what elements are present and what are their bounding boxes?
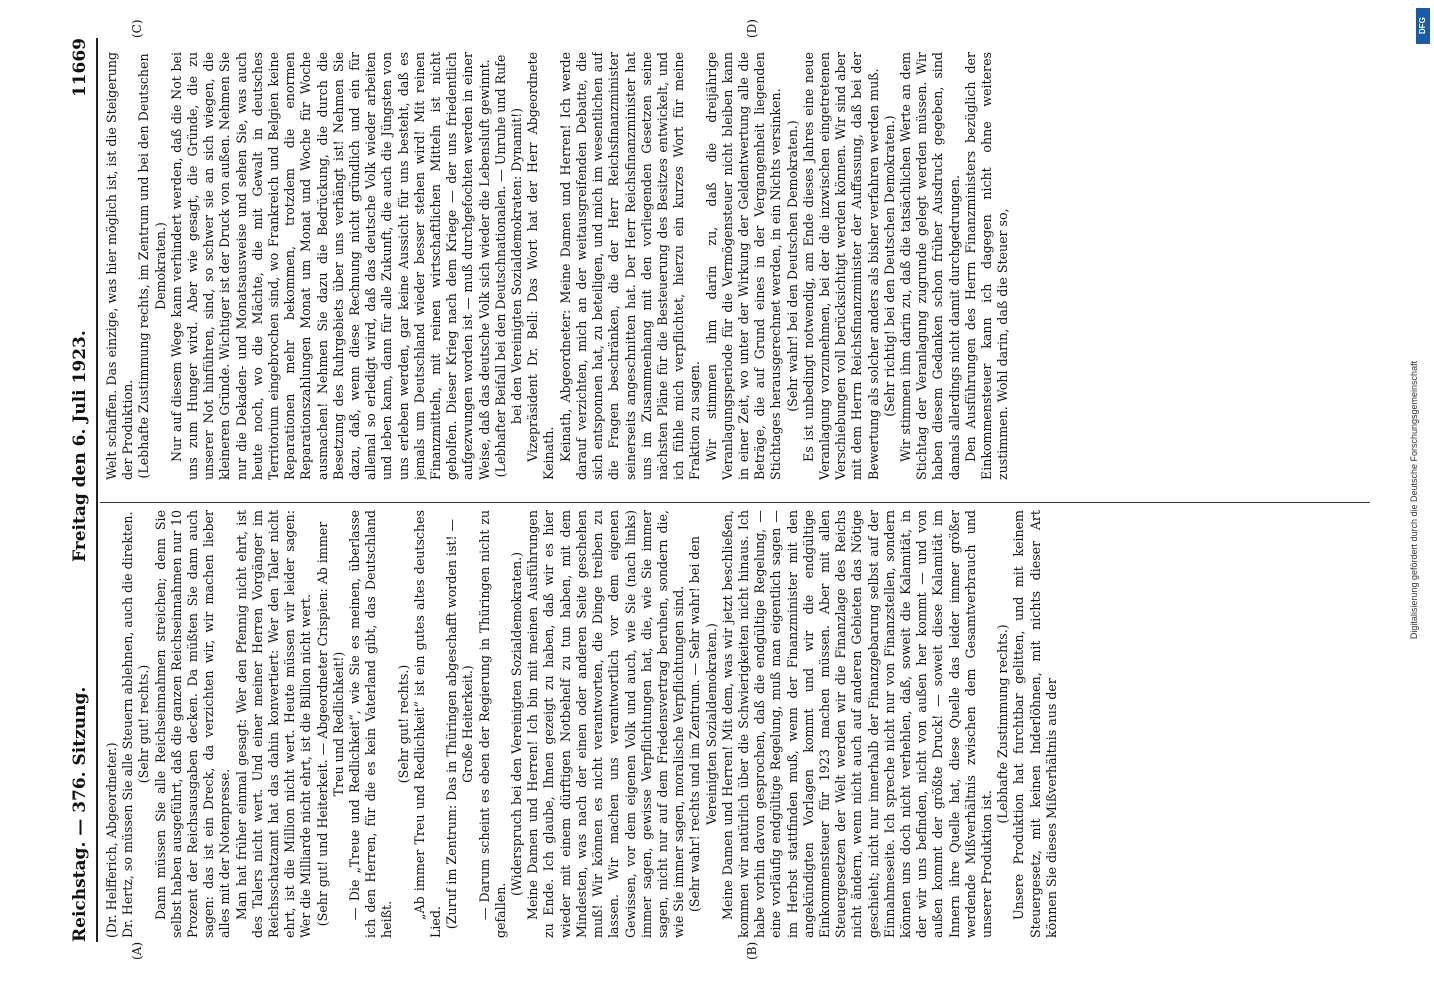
paragraph: Dann müssen Sie alle Reichseinnahmen streichen; denn Sie selbst haben ausgeführt, daß die ganzen Reichseinnahmen nur 10 Prozent der Reichsausgaben decken. Da müßten Sie dann auch sagen: das ist ein Dreck, da verzichten wir, wir machen lieber alles mit der Notenpresse. [152,510,233,938]
margin-label-a: (A) [130,941,144,960]
paragraph: Wir stimmen ihm darin zu, daß die tatsächlichen Werte an dem Stichtag der Veranlagung zugrunde gelegt werden müssen. Wir haben diesem Gedanken schon früher Ausdruck gegeben, sind damals allerdings nicht damit durchgedrungen. [897,52,962,480]
interjection-note: (Lebhafte Zustimmung rechts.) [995,624,1011,824]
paragraph: Man hat früher einmal gesagt: Wer den Pfennig nicht ehrt, ist des Talers nicht wert. Und einer meiner Herren Vorgänger im Reichsschatzamt hat das dahin konvertiert: Wer den Taler nicht ehrt, ist die Million nicht wert. Heute müssen wir leider sagen: Wer die Milliarde nicht ehrt, ist die Billion nicht wert. [233,510,314,938]
paragraph: „Ab immer Treu und Redlichkeit“ ist ein gutes altes deutsches Lied. [411,510,444,938]
left-text-column [104,510,1364,938]
margin-label-b: (B) [745,941,759,960]
paragraph: Vizepräsident Dr. Bell: Das Wort hat der Herr Abgeordnete Keinath. [525,52,557,480]
header-date: Freitag den 6. Juli 1923. [70,330,90,562]
digitization-credit: Digitalisierung gefördert durch die Deutsche Forschungsgemeinschaft [1409,360,1419,640]
paragraph: Den Ausführungen des Herrn Finanzministers bezüglich der Einkommensteuer kann ich dagegen nicht ohne weiteres zustimmen. Wohl darin, daß die Steuer so, [962,52,1011,480]
interjection-note: (Sehr wahr! rechts und im Zentrum. — Sehr wahr! bei den Vereinigten Sozialdemokraten.) [687,536,719,912]
right-text-column [104,52,1364,480]
paragraph: Dr. Hertz, so müssen Sie alle Steuern ablehnen, auch die direkten. [120,511,136,938]
paragraph: Nur auf diesem Wege kann verhindert werden, daß die Not bei uns zum Hunger wird. Aber wie gesagt, die Gründe, die zu unserer Not hinführen, sind, so schwer sie an sich wiegen, die kleineren Gründe. Wichtiger ist der Druck von außen. Nehmen Sie nur die Dekaden- und Monatsausweise und sehen Sie, was auch heute noch, wo die Mächte, die mit Gewalt in deutsches Territorium eingebrochen sind, wo Frankreich und Belgien keine Reparationen mehr bekommen, trotzdem die enormen Reparationszahlungen Monat um Monat und Woche für Woche ausmachen! Nehmen Sie dazu die Bedrückung, die durch die Besetzung des Ruhrgebiets über uns verhängt ist! Nehmen Sie dazu, daß, wenn diese Rechnung nicht gründlich und ein für allemal so erledigt wird, daß das deutsche Volk wieder arbeiten und leben kann, dann für alle Zukunft, die auch die Jüngsten von uns erleben werden, gar keine Aussicht für uns besteht, daß es jemals um Deutschland wieder besser stehen wird! Mit reinen Finanzmitteln, mit reinen wirtschaftlichen Mitteln ist nicht geholfen. Dieser Krieg nach dem Kriege — der uns friedentlich aufgezwungen worden ist — muß durchgefochten werden in einer Weise, daß das deutsche Volk sich wieder die Lebensluft gewinnt. [168,52,492,480]
page-header [66,38,98,942]
paragraph: Es ist unbedingt notwendig, am Ende dieses Jahres eine neue Veranlagung vorzunehmen, bei der die inzwischen eingetretenen Verschiebungen voll berücksichtigt werden können. Wir sind aber mit dem Herrn Reichsfinanzminister der Auffassung, daß bei der Bewertung als solcher anders als bisher verfahren werden muß. [800,52,881,480]
interjection-note: (Sehr gut! und Heiterkeit. — Abgeordneter Crispien: Ab immer Treu und Redlichkeit!) [314,521,346,927]
margin-label-c: (C) [130,19,144,38]
interjection-note: (Sehr wahr! bei den Deutschen Demokraten.) [784,120,800,412]
column-divider [100,502,1370,503]
interjection-note: (Sehr gut! rechts.) [136,664,152,784]
paragraph: (Dr. Helfferich, Abgeordneter.) [104,742,119,938]
header-session: Reichstag. — 376. Sitzung. [70,686,90,942]
interjection-note: (Sehr gut! rechts.) [395,664,411,784]
header-page-number: 11669 [70,38,90,98]
paragraph: — Darum scheint es eben der Regierung in Thüringen nicht zu gefallen. [476,510,508,938]
interjection-note: (Lebhafter Beifall bei den Deutschnationalen. — Unruhe und Rufe bei den Vereinigten Sozialdemokraten: Dynamit!) [492,54,525,478]
paragraph: Meine Damen und Herren! Ich bin mit meinen Ausführungen zu Ende. Ich glaube, Ihnen gezeigt zu haben, daß wir es hier wieder mit einem dürftigen Notbehelf zu tun haben, mit dem Mindesten, was nach der einen oder anderen Seite geschehen muß! Wir können es nicht verantworten, die Dinge treiben zu lassen. Wir machen uns verantwortlich vor dem eigenen Gewissen, vor dem eigenen Volk und auch, wie Sie (nach links) immer sagen, gewisse Verpflichtungen hat, die, wie Sie immer sagen, nicht nur auf dem Friedensvertrag beruhen, sondern die, wie Sie immer sagen, moralische Verpflichtungen sind. [525,510,687,938]
interjection-note: (Widerspruch bei den Vereinigten Sozialdemokraten.) [509,551,525,897]
interjection-note: (Sehr richtig! bei den Deutschen Demokraten.) [881,115,897,417]
dfg-logo: DFG [1416,8,1430,44]
paragraph: Wir stimmen ihm darin zu, daß die dreijährige Veranlagungsperiode für die Vermögensteuer nicht bleiben kann in einer Zeit, wo unter der Wirkung der Geldentwertung alle die Beträge, die auf Grund eines in der Vergangenheit liegenden Stichtages herausgerechnet werden, in ein Nichts versinken. [703,52,784,480]
margin-label-d: (D) [745,19,759,38]
paragraph: Meine Damen und Herren! Mit dem, was wir jetzt beschließen, kommen wir natürlich über die Schwierigkeiten nicht hinaus. Ich habe vorhin davon gesprochen, daß die endgültige Regelung, — eine vorläufig endgültige Regelung, muß man eigentlich sagen — im Herbst stattfinden muß, wenn der Finanzminister mit den angekündigten Vorlagen kommt und wir die endgültige Einkommensteuer für 1923 machen müssen. Aber mit allen Steuergesetzen der Welt werden wir die Finanzlage des Reichs nicht ändern, wenn nicht auch auf anderen Gebieten das Nötige geschieht; nicht nur innerhalb der Finanzgebarung selbst auf der Einnahmeseite. Ich spreche nicht nur von Finanzstellen, sondern können uns doch nicht verhehlen, daß, soweit die Kalamität, in der wir uns befinden, nicht von außen her kommt — und von außen kommt der größte Druck! — soweit diese Kalamität im Innern ihre Quelle hat, diese Quelle das leider immer größer werdende Mißverhältnis zwischen dem Gesamtverbrauch und unserer Produktion ist. [719,510,994,938]
paragraph: Welt schaffen. Das einzige, was hier möglich ist, ist die Steigerung der Produktion. [104,52,136,480]
interjection-note: (Zuruf im Zentrum: Das in Thüringen abgeschafft worden ist! — Große Heiterkeit.) [444,518,476,930]
paragraph: Unsere Produktion hat furchtbar gelitten, und mit keinem Steuergesetz, mit keinen Inderlöhnen, mit nichts dieser Art können Sie dieses Mißverhältnis aus der [1011,510,1059,938]
paragraph: Keinath, Abgeordneter: Meine Damen und Herren! Ich werde darauf verzichten, mich an der weitausgreifenden Debatte, die sich entsponnen hat, zu beteiligen, und mich im wesentlichen auf die Fragen beschränken, die der Herr Reichsfinanzminister seinerseits angeschnitten hat. Der Herr Reichsfinanzminister hat uns im Zusammenhang mit den vorliegenden Gesetzen seine nächsten Pläne für die Besteuerung des Besitzes entwickelt, und ich fühle mich verpflichtet, hierzu ein kurzes Wort für meine Fraktion zu sagen. [557,52,703,480]
interjection-note: (Lebhafte Zustimmung rechts, im Zentrum und bei den Deutschen Demokraten.) [136,53,168,479]
paragraph: — Die „Treue und Redlichkeit“, wie Sie es meinen, überlasse ich den Herren, für die es kein Vaterland gibt, das Deutschland heißt. [347,510,395,938]
